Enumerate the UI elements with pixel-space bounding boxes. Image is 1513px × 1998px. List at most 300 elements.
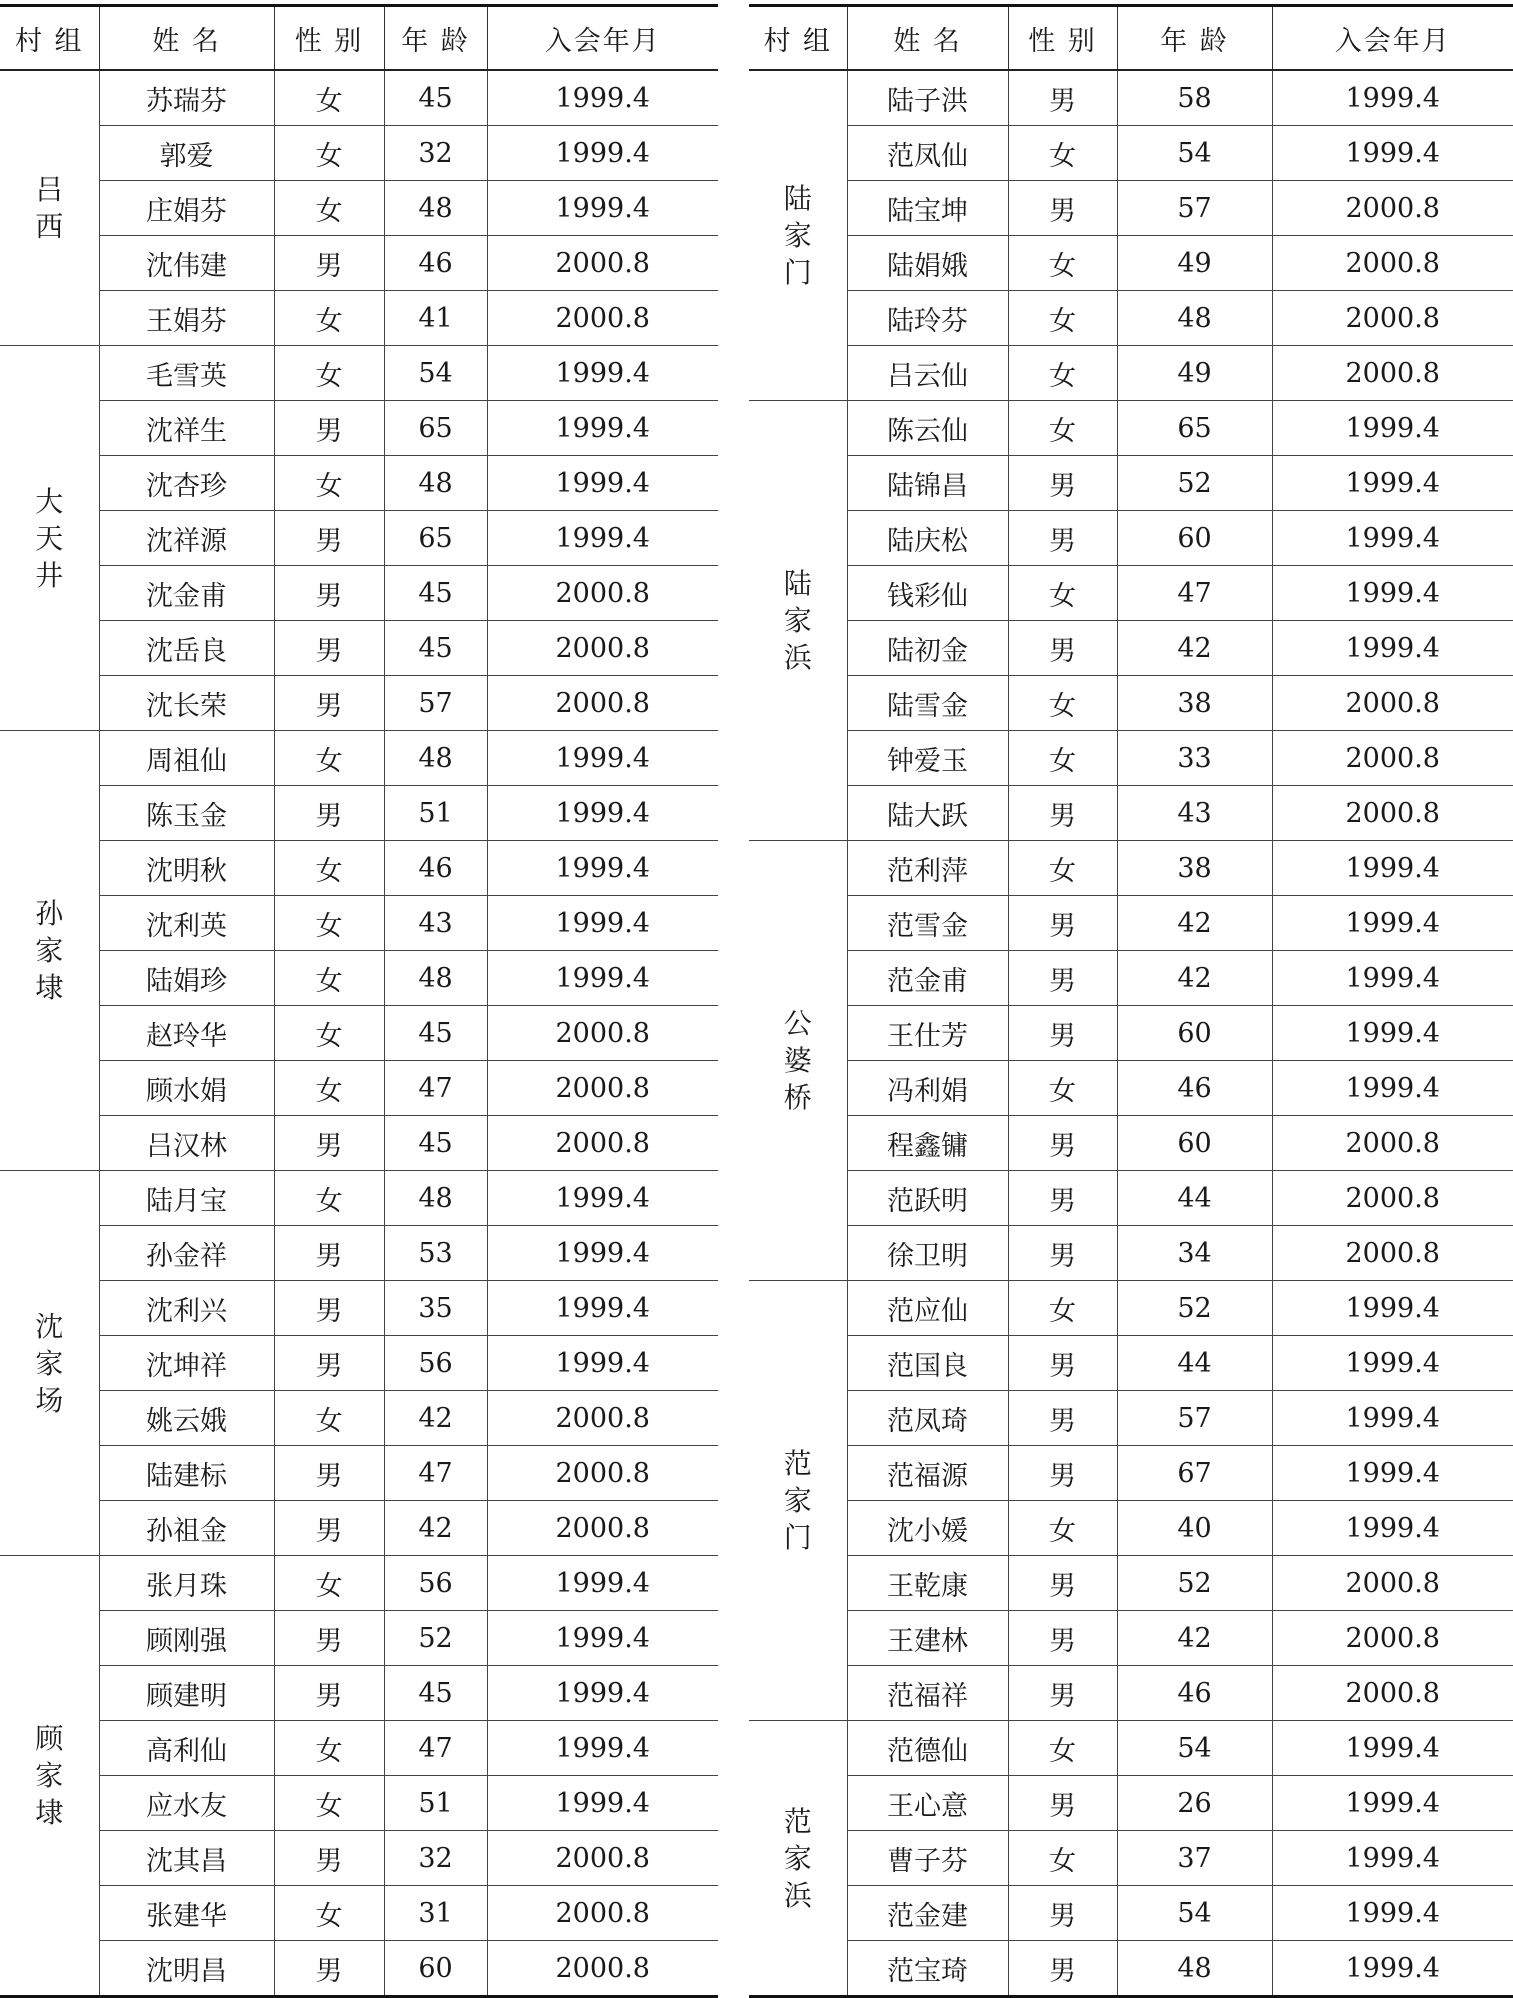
table-row — [0, 126, 718, 181]
table-row — [749, 291, 1513, 346]
gender-cell: 男 — [1008, 1886, 1117, 1941]
age-cell: 54 — [1117, 1886, 1272, 1941]
header-row — [0, 6, 718, 71]
table-row — [749, 181, 1513, 236]
table-row — [0, 1116, 718, 1171]
age-cell: 42 — [1117, 621, 1272, 676]
member-name-cell: 沈小媛 — [847, 1501, 1008, 1556]
gender-cell: 女 — [274, 1061, 384, 1116]
join-date-cell: 2000.8 — [487, 1886, 718, 1941]
table-row — [749, 1336, 1513, 1391]
join-date-cell: 1999.4 — [487, 1281, 718, 1336]
gender-cell: 男 — [274, 786, 384, 841]
join-date-cell: 2000.8 — [487, 1061, 718, 1116]
member-name-cell: 赵玲华 — [99, 1006, 274, 1061]
member-name-cell: 应水友 — [99, 1776, 274, 1831]
join-date-cell: 1999.4 — [487, 511, 718, 566]
age-cell: 42 — [384, 1391, 487, 1446]
table-row — [749, 1501, 1513, 1556]
gender-cell: 男 — [274, 401, 384, 456]
gender-cell: 女 — [274, 1556, 384, 1611]
gender-cell: 女 — [1008, 346, 1117, 401]
gender-cell: 女 — [1008, 676, 1117, 731]
age-cell: 51 — [384, 786, 487, 841]
gender-cell: 女 — [1008, 236, 1117, 291]
table-row — [0, 1006, 718, 1061]
join-date-cell: 1999.4 — [487, 70, 718, 126]
table-row — [0, 456, 718, 511]
member-name-cell: 范跃明 — [847, 1171, 1008, 1226]
gender-cell: 女 — [274, 731, 384, 786]
gender-cell: 女 — [1008, 731, 1117, 786]
gender-cell: 男 — [274, 1831, 384, 1886]
gender-cell: 男 — [1008, 1556, 1117, 1611]
join-date-cell: 1999.4 — [1272, 511, 1513, 566]
header-name: 姓 名 — [847, 6, 1008, 71]
join-date-cell: 1999.4 — [1272, 621, 1513, 676]
table-row — [749, 1226, 1513, 1281]
header-age: 年 龄 — [384, 6, 487, 71]
join-date-cell: 1999.4 — [1272, 1776, 1513, 1831]
age-cell: 34 — [1117, 1226, 1272, 1281]
table-row — [0, 1666, 718, 1721]
member-name-cell: 曹子芬 — [847, 1831, 1008, 1886]
age-cell: 45 — [384, 621, 487, 676]
join-date-cell: 2000.8 — [1272, 1116, 1513, 1171]
age-cell: 60 — [384, 1941, 487, 1997]
gender-cell: 女 — [274, 951, 384, 1006]
age-cell: 38 — [1117, 676, 1272, 731]
gender-cell: 男 — [274, 1116, 384, 1171]
member-name-cell: 陆初金 — [847, 621, 1008, 676]
member-name-cell: 陆娟娥 — [847, 236, 1008, 291]
gender-cell: 女 — [274, 841, 384, 896]
gender-cell: 女 — [274, 896, 384, 951]
gender-cell: 女 — [1008, 291, 1117, 346]
table-row — [749, 401, 1513, 456]
age-cell: 42 — [1117, 1611, 1272, 1666]
gender-cell: 男 — [1008, 786, 1117, 841]
join-date-cell: 1999.4 — [1272, 1501, 1513, 1556]
header-join-date: 入会年月 — [487, 6, 718, 71]
table-row — [749, 1006, 1513, 1061]
age-cell: 47 — [384, 1446, 487, 1501]
member-name-cell: 范国良 — [847, 1336, 1008, 1391]
join-date-cell: 1999.4 — [1272, 1006, 1513, 1061]
table-row — [0, 1886, 718, 1941]
member-name-cell: 张月珠 — [99, 1556, 274, 1611]
gender-cell: 女 — [274, 1171, 384, 1226]
member-name-cell: 范金甫 — [847, 951, 1008, 1006]
join-date-cell: 1999.4 — [1272, 456, 1513, 511]
join-date-cell: 2000.8 — [1272, 181, 1513, 236]
join-date-cell: 2000.8 — [487, 621, 718, 676]
gender-cell: 男 — [274, 1446, 384, 1501]
member-name-cell: 王仕芳 — [847, 1006, 1008, 1061]
gender-cell: 女 — [274, 1776, 384, 1831]
join-date-cell: 1999.4 — [1272, 1941, 1513, 1997]
member-name-cell: 周祖仙 — [99, 731, 274, 786]
table-row — [0, 1721, 718, 1776]
gender-cell: 男 — [1008, 951, 1117, 1006]
member-name-cell: 沈岳良 — [99, 621, 274, 676]
village-group-label: 顾家埭 — [35, 1722, 64, 1829]
gender-cell: 男 — [274, 621, 384, 676]
member-name-cell: 钟爱玉 — [847, 731, 1008, 786]
join-date-cell: 1999.4 — [1272, 1831, 1513, 1886]
header-name: 姓 名 — [99, 6, 274, 71]
table-row — [0, 236, 718, 291]
gender-cell: 男 — [1008, 70, 1117, 126]
member-name-cell: 范凤琦 — [847, 1391, 1008, 1446]
join-date-cell: 1999.4 — [1272, 1281, 1513, 1336]
member-name-cell: 陆娟珍 — [99, 951, 274, 1006]
table-row — [0, 401, 718, 456]
table-row — [749, 70, 1513, 126]
member-name-cell: 沈伟建 — [99, 236, 274, 291]
gender-cell: 男 — [274, 1501, 384, 1556]
table-row — [749, 1721, 1513, 1776]
age-cell: 46 — [384, 236, 487, 291]
age-cell: 45 — [384, 1006, 487, 1061]
age-cell: 52 — [1117, 1556, 1272, 1611]
member-name-cell: 沈其昌 — [99, 1831, 274, 1886]
member-name-cell: 范雪金 — [847, 896, 1008, 951]
member-name-cell: 毛雪英 — [99, 346, 274, 401]
member-name-cell: 陆月宝 — [99, 1171, 274, 1226]
join-date-cell: 2000.8 — [1272, 1611, 1513, 1666]
gender-cell: 男 — [274, 1281, 384, 1336]
join-date-cell: 1999.4 — [487, 181, 718, 236]
age-cell: 67 — [1117, 1446, 1272, 1501]
age-cell: 58 — [1117, 70, 1272, 126]
age-cell: 56 — [384, 1336, 487, 1391]
village-group-cell — [749, 401, 847, 841]
age-cell: 42 — [1117, 951, 1272, 1006]
join-date-cell: 1999.4 — [487, 1336, 718, 1391]
age-cell: 47 — [384, 1061, 487, 1116]
table-row — [0, 1941, 718, 1997]
member-name-cell: 王建林 — [847, 1611, 1008, 1666]
member-name-cell: 陆大跃 — [847, 786, 1008, 841]
table-row — [0, 1776, 718, 1831]
table-row — [0, 1336, 718, 1391]
join-date-cell: 1999.4 — [1272, 841, 1513, 896]
header-village-group: 村 组 — [0, 6, 99, 71]
join-date-cell: 1999.4 — [487, 841, 718, 896]
gender-cell: 男 — [1008, 1226, 1117, 1281]
table-row — [0, 676, 718, 731]
member-name-cell: 冯利娟 — [847, 1061, 1008, 1116]
table-row — [749, 1776, 1513, 1831]
join-date-cell: 1999.4 — [1272, 896, 1513, 951]
table-row — [0, 346, 718, 401]
age-cell: 26 — [1117, 1776, 1272, 1831]
table-row — [0, 181, 718, 236]
gender-cell: 女 — [274, 181, 384, 236]
age-cell: 48 — [384, 456, 487, 511]
join-date-cell: 2000.8 — [1272, 731, 1513, 786]
join-date-cell: 1999.4 — [487, 1171, 718, 1226]
member-name-cell: 沈祥源 — [99, 511, 274, 566]
gender-cell: 男 — [274, 1666, 384, 1721]
table-row — [749, 456, 1513, 511]
age-cell: 49 — [1117, 236, 1272, 291]
member-name-cell: 范金建 — [847, 1886, 1008, 1941]
gender-cell: 男 — [274, 236, 384, 291]
table-row — [749, 896, 1513, 951]
member-name-cell: 范福祥 — [847, 1666, 1008, 1721]
age-cell: 65 — [384, 401, 487, 456]
table-row — [749, 1446, 1513, 1501]
roster-table-right — [749, 4, 1513, 1998]
village-group-label: 陆家门 — [783, 182, 812, 289]
village-group-cell — [0, 1556, 99, 1997]
gender-cell: 男 — [274, 1941, 384, 1997]
join-date-cell: 1999.4 — [487, 896, 718, 951]
gender-cell: 女 — [274, 456, 384, 511]
member-name-cell: 沈利兴 — [99, 1281, 274, 1336]
age-cell: 48 — [1117, 291, 1272, 346]
age-cell: 47 — [1117, 566, 1272, 621]
gender-cell: 女 — [1008, 1501, 1117, 1556]
member-name-cell: 顾建明 — [99, 1666, 274, 1721]
village-group-label: 大天井 — [35, 484, 64, 592]
table-row — [749, 1281, 1513, 1336]
member-name-cell: 陈云仙 — [847, 401, 1008, 456]
join-date-cell: 1999.4 — [487, 456, 718, 511]
table-row — [0, 896, 718, 951]
village-group-label: 范家门 — [783, 1447, 812, 1554]
gender-cell: 男 — [1008, 1336, 1117, 1391]
table-row — [749, 346, 1513, 401]
gender-cell: 男 — [1008, 1391, 1117, 1446]
join-date-cell: 1999.4 — [1272, 1886, 1513, 1941]
member-name-cell: 陆锦昌 — [847, 456, 1008, 511]
gender-cell: 女 — [274, 291, 384, 346]
table-body-left — [0, 70, 718, 1997]
join-date-cell: 1999.4 — [487, 951, 718, 1006]
join-date-cell: 1999.4 — [487, 731, 718, 786]
member-name-cell: 孙祖金 — [99, 1501, 274, 1556]
join-date-cell: 2000.8 — [487, 1501, 718, 1556]
village-group-label: 沈家场 — [35, 1309, 64, 1417]
gender-cell: 女 — [1008, 1061, 1117, 1116]
join-date-cell: 2000.8 — [487, 676, 718, 731]
join-date-cell: 2000.8 — [487, 1831, 718, 1886]
table-row — [749, 1556, 1513, 1611]
age-cell: 57 — [1117, 1391, 1272, 1446]
age-cell: 48 — [384, 181, 487, 236]
gender-cell: 女 — [274, 1391, 384, 1446]
age-cell: 46 — [1117, 1666, 1272, 1721]
gender-cell: 女 — [1008, 1831, 1117, 1886]
gender-cell: 女 — [274, 1886, 384, 1941]
join-date-cell: 2000.8 — [1272, 1666, 1513, 1721]
member-name-cell: 徐卫明 — [847, 1226, 1008, 1281]
member-name-cell: 顾水娟 — [99, 1061, 274, 1116]
join-date-cell: 1999.4 — [487, 1721, 718, 1776]
gender-cell: 男 — [1008, 456, 1117, 511]
member-name-cell: 郭爱 — [99, 126, 274, 181]
age-cell: 38 — [1117, 841, 1272, 896]
age-cell: 53 — [384, 1226, 487, 1281]
age-cell: 49 — [1117, 346, 1272, 401]
village-group-label: 范家浜 — [783, 1804, 812, 1912]
age-cell: 41 — [384, 291, 487, 346]
gender-cell: 男 — [274, 566, 384, 621]
age-cell: 54 — [1117, 126, 1272, 181]
age-cell: 46 — [384, 841, 487, 896]
table-row — [0, 291, 718, 346]
roster-table-left — [0, 4, 718, 1998]
table-row — [0, 1391, 718, 1446]
age-cell: 42 — [384, 1501, 487, 1556]
gender-cell: 女 — [1008, 1721, 1117, 1776]
table-row — [0, 621, 718, 676]
join-date-cell: 1999.4 — [1272, 566, 1513, 621]
member-name-cell: 沈明昌 — [99, 1941, 274, 1997]
village-group-cell — [749, 70, 847, 401]
join-date-cell: 1999.4 — [487, 786, 718, 841]
age-cell: 37 — [1117, 1831, 1272, 1886]
table-row — [749, 951, 1513, 1006]
table-row — [749, 1886, 1513, 1941]
join-date-cell: 2000.8 — [1272, 1226, 1513, 1281]
table-row — [749, 566, 1513, 621]
member-name-cell: 吕汉林 — [99, 1116, 274, 1171]
join-date-cell: 2000.8 — [487, 566, 718, 621]
member-name-cell: 范宝琦 — [847, 1941, 1008, 1997]
join-date-cell: 1999.4 — [1272, 1446, 1513, 1501]
member-name-cell: 范德仙 — [847, 1721, 1008, 1776]
table-row — [749, 1116, 1513, 1171]
table-row — [0, 1061, 718, 1116]
gender-cell: 女 — [274, 1721, 384, 1776]
join-date-cell: 2000.8 — [487, 236, 718, 291]
age-cell: 60 — [1117, 1116, 1272, 1171]
member-name-cell: 张建华 — [99, 1886, 274, 1941]
gender-cell: 男 — [1008, 1666, 1117, 1721]
join-date-cell: 1999.4 — [487, 346, 718, 401]
join-date-cell: 2000.8 — [487, 1116, 718, 1171]
member-name-cell: 苏瑞芬 — [99, 70, 274, 126]
member-name-cell: 范应仙 — [847, 1281, 1008, 1336]
join-date-cell: 2000.8 — [1272, 1171, 1513, 1226]
member-name-cell: 钱彩仙 — [847, 566, 1008, 621]
gender-cell: 男 — [274, 511, 384, 566]
table-row — [749, 786, 1513, 841]
age-cell: 60 — [1117, 1006, 1272, 1061]
header-village-group: 村 组 — [749, 6, 847, 71]
gender-cell: 男 — [1008, 1941, 1117, 1997]
join-date-cell: 2000.8 — [487, 1941, 718, 1997]
member-name-cell: 姚云娥 — [99, 1391, 274, 1446]
age-cell: 57 — [1117, 181, 1272, 236]
member-name-cell: 孙金祥 — [99, 1226, 274, 1281]
age-cell: 44 — [1117, 1336, 1272, 1391]
gender-cell: 女 — [1008, 1281, 1117, 1336]
member-name-cell: 吕云仙 — [847, 346, 1008, 401]
age-cell: 57 — [384, 676, 487, 731]
gender-cell: 男 — [1008, 1611, 1117, 1666]
village-group-label: 公婆桥 — [783, 1007, 812, 1114]
join-date-cell: 2000.8 — [1272, 786, 1513, 841]
village-group-cell — [749, 1721, 847, 1997]
table-row — [0, 731, 718, 786]
age-cell: 40 — [1117, 1501, 1272, 1556]
join-date-cell: 1999.4 — [487, 1611, 718, 1666]
table-row — [0, 1501, 718, 1556]
age-cell: 45 — [384, 1666, 487, 1721]
join-date-cell: 1999.4 — [1272, 951, 1513, 1006]
table-body-right — [749, 70, 1513, 1997]
age-cell: 42 — [1117, 896, 1272, 951]
table-row — [0, 1556, 718, 1611]
village-group-cell — [0, 1171, 99, 1556]
age-cell: 45 — [384, 70, 487, 126]
member-name-cell: 王娟芬 — [99, 291, 274, 346]
age-cell: 32 — [384, 126, 487, 181]
table-row — [749, 1391, 1513, 1446]
table-row — [749, 126, 1513, 181]
gender-cell: 女 — [274, 1006, 384, 1061]
member-name-cell: 庄娟芬 — [99, 181, 274, 236]
gender-cell: 男 — [1008, 1006, 1117, 1061]
member-name-cell: 沈长荣 — [99, 676, 274, 731]
gender-cell: 男 — [1008, 621, 1117, 676]
gender-cell: 男 — [274, 676, 384, 731]
age-cell: 32 — [384, 1831, 487, 1886]
gender-cell: 女 — [1008, 841, 1117, 896]
age-cell: 45 — [384, 566, 487, 621]
join-date-cell: 1999.4 — [1272, 401, 1513, 456]
table-row — [749, 236, 1513, 291]
gender-cell: 女 — [1008, 126, 1117, 181]
age-cell: 56 — [384, 1556, 487, 1611]
join-date-cell: 1999.4 — [487, 1226, 718, 1281]
age-cell: 52 — [1117, 456, 1272, 511]
village-group-label: 陆家浜 — [783, 567, 812, 674]
header-join-date: 入会年月 — [1272, 6, 1513, 71]
age-cell: 31 — [384, 1886, 487, 1941]
gender-cell: 男 — [274, 1336, 384, 1391]
member-name-cell: 高利仙 — [99, 1721, 274, 1776]
member-name-cell: 陆玲芬 — [847, 291, 1008, 346]
join-date-cell: 1999.4 — [1272, 1391, 1513, 1446]
table-row — [749, 1666, 1513, 1721]
table-row — [749, 1941, 1513, 1997]
table-row — [0, 841, 718, 896]
table-row — [0, 511, 718, 566]
member-name-cell: 陆建标 — [99, 1446, 274, 1501]
village-group-cell — [749, 1281, 847, 1721]
member-name-cell: 范凤仙 — [847, 126, 1008, 181]
age-cell: 48 — [384, 731, 487, 786]
member-name-cell: 沈杏珍 — [99, 456, 274, 511]
member-name-cell: 陆雪金 — [847, 676, 1008, 731]
header-age: 年 龄 — [1117, 6, 1272, 71]
table-row — [0, 1226, 718, 1281]
age-cell: 54 — [1117, 1721, 1272, 1776]
gender-cell: 女 — [1008, 566, 1117, 621]
village-group-label: 孙家埭 — [35, 897, 64, 1004]
join-date-cell: 2000.8 — [1272, 676, 1513, 731]
gender-cell: 男 — [1008, 1776, 1117, 1831]
table-row — [749, 1831, 1513, 1886]
gender-cell: 女 — [274, 126, 384, 181]
join-date-cell: 1999.4 — [1272, 1721, 1513, 1776]
